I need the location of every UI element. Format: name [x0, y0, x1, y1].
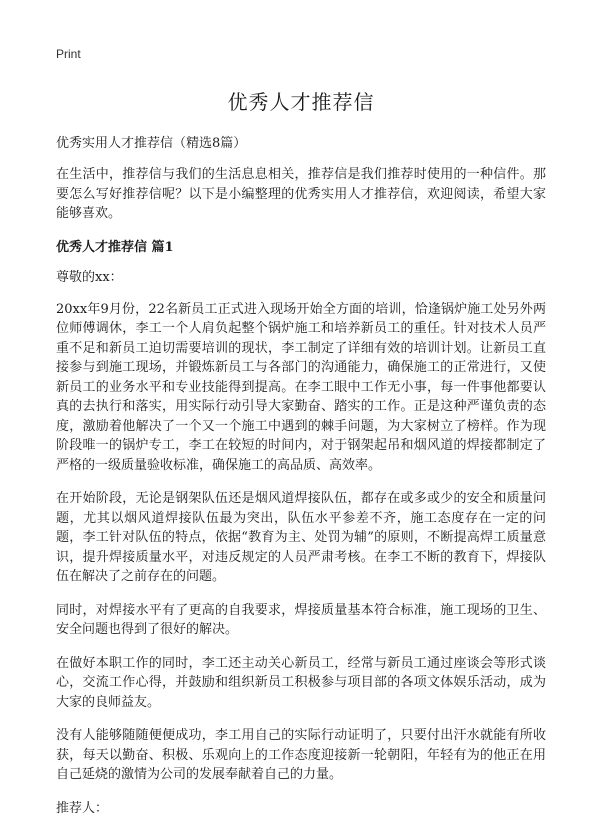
body-paragraph-4: 在做好本职工作的同时，李工还主动关心新员工，经常与新员工通过座谈会等形式谈心，交流工作心得，并鼓励和组织新员工积极参与项目部的各项文体娱乐活动，成为大家的良师益友。 [56, 655, 546, 710]
intro-paragraph: 在生活中，推荐信与我们的生活息息相关，推荐信是我们推荐时使用的一种信件。那要怎么写好推荐信呢？以下是小编整理的优秀实用人才推荐信，欢迎阅读，希望大家能够喜欢。 [56, 167, 546, 221]
body-paragraph-2: 在开始阶段，无论是钢架队伍还是烟风道焊接队伍，都存在或多或少的安全和质量问题，尤其以烟风道焊接队伍最为突出，队伍水平参差不齐，施工态度存在一定的问题，李工针对队伍的特点，依据“教育为主、处罚为辅”的原则，不断提高焊工质量意识，提升焊接质量水平，对违反规定的人员严肃考核。在李工不断的教育下，焊接队伍在解决了之前存在的问题。 [56, 491, 546, 584]
body-paragraph-3: 同时，对焊接水平有了更高的自我要求，焊接质量基本符合标准，施工现场的卫生、安全问题也得到了很好的解决。 [56, 602, 546, 637]
body-paragraph-1: 20xx年9月份，22名新员工正式进入现场开始全方面的培训，恰逢锅炉施工处另外两位师傅调休，李工一个人肩负起整个锅炉施工和培养新员工的重任。针对技术人员严重不足和新员工迫切需要培训的现状，李工制定了详细有效的培训计划。让新员工直接参与到施工现场，并锻炼新员工与各部门的沟通能力，确保施工的正常进行，又使新员工的业务水平和专业技能得到提高。在李工眼中工作无小事，每一件事他都要认真的去执行和落实，用实际行动引导大家勤奋、踏实的工作。正是这种严谨负责的态度，激励着他解决了一个又一个施工中遇到的棘手问题，为大家树立了榜样。作为现阶段唯一的锅炉专工，李工在较短的时间内，对于钢架起吊和烟风道的焊接都制定了严格的一级质量验收标准，确保施工的高品质、高效率。 [56, 301, 546, 473]
document-subtitle: 优秀实用人才推荐信（精选8篇） [56, 136, 247, 151]
section-heading: 优秀人才推荐信 篇1 [56, 239, 174, 255]
document-title: 优秀人才推荐信 [227, 90, 375, 114]
print-link[interactable]: Print [56, 47, 81, 61]
body-paragraph-5: 没有人能够随随便便成功，李工用自己的实际行动证明了，只要付出汗水就能有所收获，每天以勤奋、积极、乐观向上的工作态度迎接新一轮朝阳，年轻有为的他正在用自己延烧的激情为公司的发展奉献着自己的力量。 [56, 728, 546, 782]
letter-signoff: 推荐人： [56, 800, 109, 816]
letter-salutation: 尊敬的xx： [56, 269, 123, 285]
